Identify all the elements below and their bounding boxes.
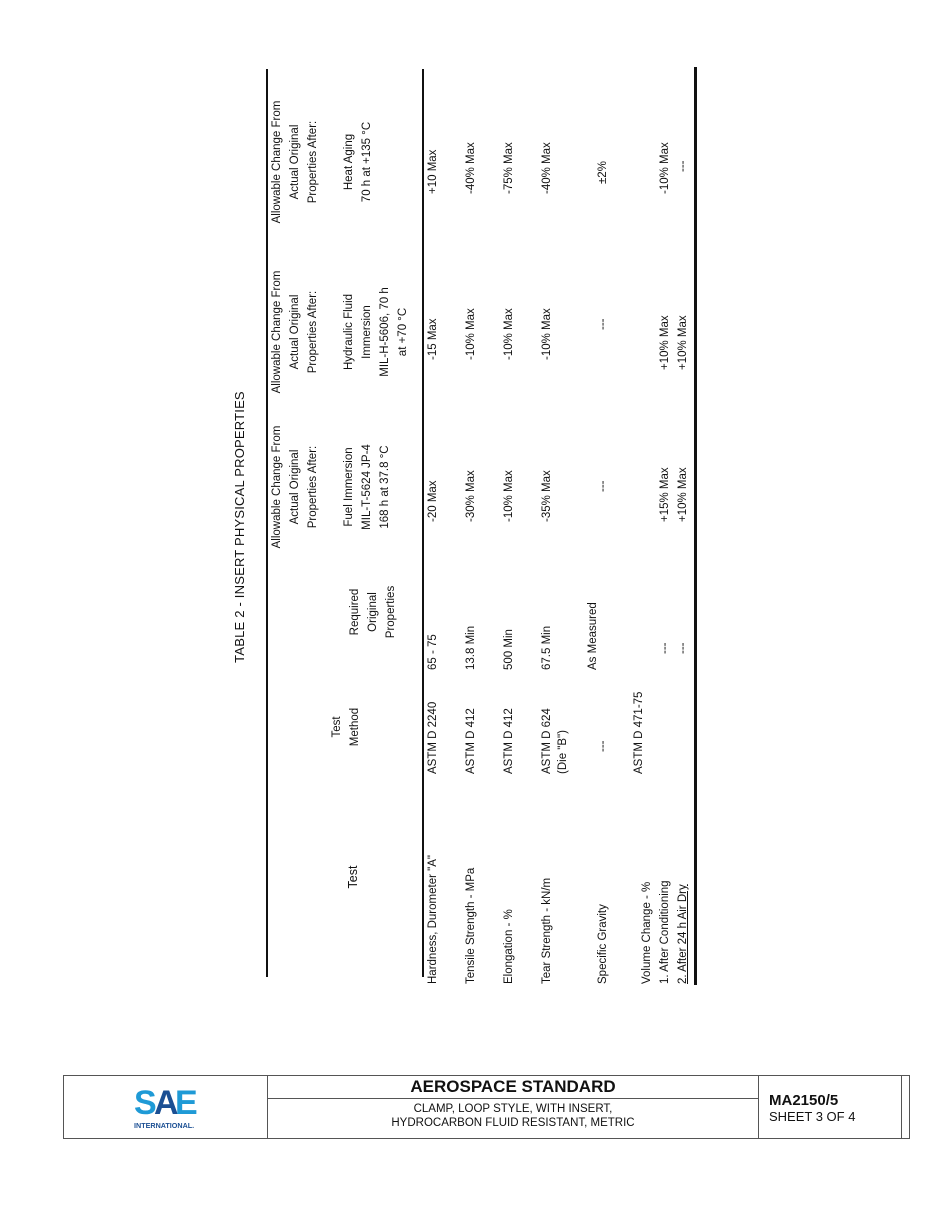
- cell-required: 500 Min: [503, 629, 515, 670]
- cell-hydraulic: ---: [597, 318, 609, 330]
- header-heat-aging: Allowable Change From Actual Original Properties After: Heat Aging 70 h at +135 °C: [271, 100, 373, 224]
- cell-method: ASTM D 412: [465, 708, 477, 774]
- table-bottom-rule: [694, 67, 697, 985]
- rotated-table: [232, 62, 702, 992]
- cell-method: ASTM D 2240: [427, 701, 439, 774]
- cell-test: Tensile Strength - MPa: [465, 867, 477, 984]
- logo-cell: [64, 1076, 268, 1138]
- cell-test: Specific Gravity: [597, 904, 609, 984]
- header-hydraulic-immersion: Allowable Change From Actual Original Properties After: Hydraulic Fluid Immersion MIL-H-5606, 70 h at +70 °C: [271, 270, 409, 394]
- header-test-method: Test Method: [331, 707, 361, 747]
- cell-hydraulic: -10% Max: [541, 308, 553, 360]
- cell-required: 67.5 Min: [541, 625, 553, 670]
- cell-method: ---: [597, 740, 609, 752]
- cell-required: ---: [677, 642, 689, 654]
- table-title: TABLE 2 - INSERT PHYSICAL PROPERTIES: [232, 391, 247, 663]
- cell-required: As Measured: [587, 602, 599, 670]
- cell-heat: -40% Max: [465, 142, 477, 194]
- standard-title: AEROSPACE STANDARD: [268, 1076, 758, 1099]
- number-cell: [759, 1076, 902, 1138]
- cell-hydraulic: -15 Max: [427, 318, 439, 360]
- cell-test: Tear Strength - kN/m: [541, 877, 553, 984]
- cell-fuel: -30% Max: [465, 470, 477, 522]
- cell-heat: -75% Max: [503, 142, 515, 194]
- cell-heat: ±2%: [597, 161, 609, 184]
- header-test: Test: [346, 865, 360, 889]
- cell-test: 2. After 24 h Air Dry: [677, 884, 689, 984]
- cell-heat: -40% Max: [541, 142, 553, 194]
- cell-hydraulic: -10% Max: [503, 308, 515, 360]
- cell-hydraulic: +10% Max: [677, 315, 689, 370]
- revision-cell: [902, 1076, 910, 1138]
- document-number: MA2150/5: [769, 1092, 839, 1109]
- cell-heat: ---: [677, 160, 689, 172]
- header-bottom-rule: [422, 69, 424, 977]
- svg-text:S: S: [134, 1084, 154, 1122]
- cell-method-die: (Die "B"): [557, 730, 569, 774]
- cell-heat: +10 Max: [427, 149, 439, 194]
- title-cell: [268, 1076, 759, 1138]
- cell-required: 13.8 Min: [465, 625, 477, 670]
- document-description: CLAMP, LOOP STYLE, WITH INSERT, HYDROCARBON FLUID RESISTANT, METRIC: [391, 1103, 635, 1129]
- cell-fuel: +10% Max: [677, 467, 689, 522]
- cell-hydraulic: +10% Max: [659, 315, 671, 370]
- svg-text:INTERNATIONAL.: INTERNATIONAL.: [134, 1121, 195, 1130]
- cell-fuel: -10% Max: [503, 470, 515, 522]
- cell-required: ---: [659, 642, 671, 654]
- cell-test: Elongation - %: [503, 909, 515, 984]
- svg-text:E: E: [175, 1084, 198, 1122]
- svg-text:A: A: [154, 1084, 176, 1122]
- header-fuel-immersion: Allowable Change From Actual Original Properties After: Fuel Immersion MIL-T-5624 JP-4 168 h at 37.8 °C: [271, 425, 391, 549]
- cell-fuel: +15% Max: [659, 467, 671, 522]
- cell-test: Volume Change - %: [641, 881, 653, 984]
- cell-heat: -10% Max: [659, 142, 671, 194]
- cell-fuel: -35% Max: [541, 470, 553, 522]
- sae-logo-icon: [132, 1084, 202, 1132]
- header-required: Required Original Properties: [349, 585, 397, 639]
- cell-fuel: ---: [597, 480, 609, 492]
- title-block: [63, 1075, 910, 1139]
- cell-test: Hardness, Durometer "A": [427, 855, 439, 984]
- cell-method: ASTM D 412: [503, 708, 515, 774]
- cell-method: ASTM D 624: [541, 708, 553, 774]
- cell-required: 65 - 75: [427, 634, 439, 670]
- cell-fuel: -20 Max: [427, 480, 439, 522]
- cell-test: 1. After Conditioning: [659, 880, 671, 984]
- cell-hydraulic: -10% Max: [465, 308, 477, 360]
- cell-method: ASTM D 471-75: [633, 691, 645, 774]
- sheet-number: SHEET 3 OF 4: [769, 1109, 856, 1124]
